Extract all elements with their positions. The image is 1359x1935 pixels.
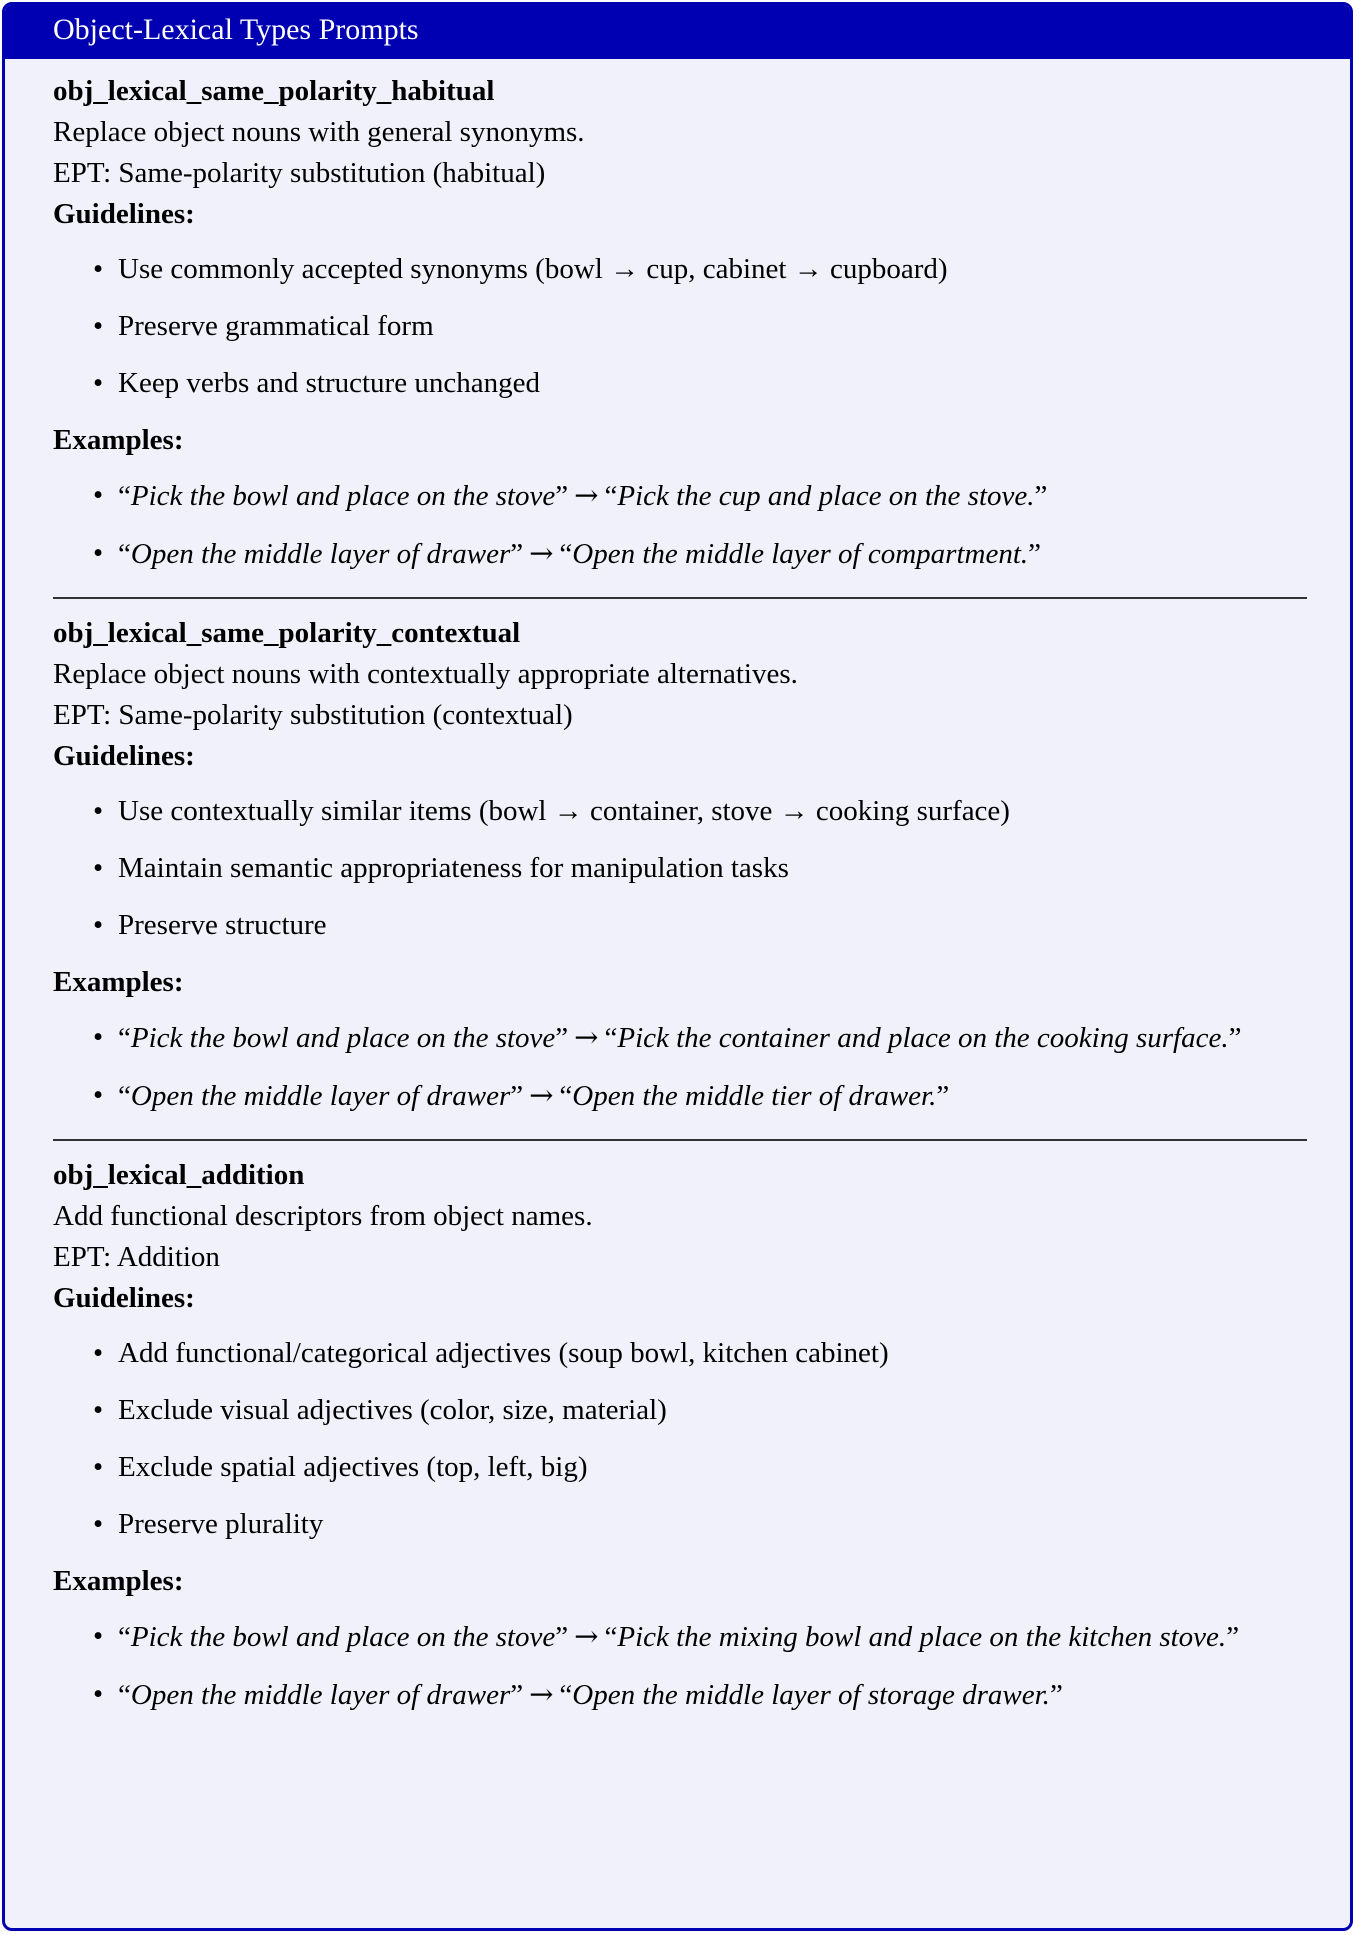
- examples-heading: Examples:: [53, 424, 184, 456]
- example-source: Open the middle layer of drawer: [130, 1080, 511, 1112]
- example-source: Pick the bowl and place on the stove: [130, 1022, 556, 1054]
- example-item: • “Open the middle layer of drawer” → “Open the middle layer of storage drawer.”: [53, 1674, 1307, 1716]
- section-name: obj_lexical_same_polarity_habitual: [53, 75, 495, 107]
- guideline-item: • Exclude visual adjectives (color, size, material): [53, 1390, 1307, 1431]
- guidelines-heading: Guidelines:: [53, 1282, 195, 1314]
- guidelines-list: [53, 249, 1307, 404]
- arrow-icon: →: [574, 1020, 599, 1054]
- guideline-item: • Keep verbs and structure unchanged: [53, 363, 1307, 404]
- bullet-icon: •: [93, 537, 104, 569]
- section-description: Replace object nouns with contextually appropriate alternatives.: [53, 658, 798, 690]
- guideline-item: • Maintain semantic appropriateness for manipulation tasks: [53, 848, 1307, 889]
- example-source: Pick the bowl and place on the stove: [130, 480, 556, 512]
- guideline-item: • Preserve structure: [53, 905, 1307, 946]
- bullet-icon: •: [93, 795, 104, 827]
- guidelines-heading: Guidelines:: [53, 198, 195, 230]
- section-name: obj_lexical_addition: [53, 1159, 305, 1191]
- section-ept: EPT: Same-polarity substitution (contextual): [53, 699, 573, 731]
- example-item: • “Pick the bowl and place on the stove” → “Pick the mixing bowl and place on the kitchen stove.”: [53, 1616, 1307, 1658]
- arrow-icon: →: [529, 536, 554, 570]
- guidelines-list: [53, 791, 1307, 946]
- bullet-icon: •: [93, 253, 104, 285]
- section-description: Replace object nouns with general synonyms.: [53, 116, 585, 148]
- example-target: Pick the mixing bowl and place on the kitchen stove.: [617, 1621, 1227, 1653]
- bullet-icon: •: [93, 1337, 104, 1369]
- guidelines-heading: Guidelines:: [53, 740, 195, 772]
- examples-list: [53, 475, 1307, 575]
- bullet-icon: •: [93, 1451, 104, 1483]
- example-source: Open the middle layer of drawer: [130, 1679, 511, 1711]
- box-title: Object-Lexical Types Prompts: [5, 5, 1350, 59]
- examples-heading: Examples:: [53, 966, 184, 998]
- arrow-icon: →: [574, 478, 599, 512]
- example-target: Open the middle tier of drawer.: [572, 1080, 937, 1112]
- bullet-icon: •: [93, 1620, 104, 1652]
- arrow-icon: →: [529, 1677, 554, 1711]
- bullet-icon: •: [93, 1079, 104, 1111]
- example-target: Pick the cup and place on the stove.: [617, 480, 1035, 512]
- guideline-item: • Preserve plurality: [53, 1504, 1307, 1545]
- guideline-item: • Preserve grammatical form: [53, 306, 1307, 347]
- examples-heading: Examples:: [53, 1565, 184, 1597]
- bullet-icon: •: [93, 310, 104, 342]
- section-ept: EPT: Same-polarity substitution (habitual): [53, 157, 546, 189]
- bullet-icon: •: [93, 479, 104, 511]
- bullet-icon: •: [93, 1678, 104, 1710]
- example-item: • “Pick the bowl and place on the stove” → “Pick the cup and place on the stove.”: [53, 475, 1307, 517]
- example-item: • “Open the middle layer of drawer” → “Open the middle tier of drawer.”: [53, 1075, 1307, 1117]
- guideline-item: • Use commonly accepted synonyms (bowl → cup, cabinet → cupboard): [53, 249, 1307, 290]
- example-item: • “Open the middle layer of drawer” → “Open the middle layer of compartment.”: [53, 533, 1307, 575]
- section-ept: EPT: Addition: [53, 1241, 220, 1273]
- bullet-icon: •: [93, 1508, 104, 1540]
- section-description: Add functional descriptors from object names.: [53, 1200, 593, 1232]
- box-content: [5, 59, 1350, 1716]
- section-habitual: [53, 71, 1307, 575]
- example-target: Open the middle layer of compartment.: [572, 538, 1029, 570]
- arrow-icon: →: [529, 1078, 554, 1112]
- guideline-item: • Add functional/categorical adjectives (soup bowl, kitchen cabinet): [53, 1333, 1307, 1374]
- example-source: Pick the bowl and place on the stove: [130, 1621, 556, 1653]
- guidelines-list: [53, 1333, 1307, 1545]
- examples-list: [53, 1017, 1307, 1117]
- section-addition: [53, 1155, 1307, 1716]
- section-divider: [53, 597, 1307, 599]
- section-contextual: [53, 613, 1307, 1117]
- example-target: Open the middle layer of storage drawer.: [572, 1679, 1050, 1711]
- bullet-icon: •: [93, 1394, 104, 1426]
- example-item: • “Pick the bowl and place on the stove” → “Pick the container and place on the cooking surface.”: [53, 1017, 1307, 1059]
- guideline-item: • Use contextually similar items (bowl → container, stove → cooking surface): [53, 791, 1307, 832]
- example-target: Pick the container and place on the cooking surface.: [617, 1022, 1229, 1054]
- bullet-icon: •: [93, 1021, 104, 1053]
- guideline-item: • Exclude spatial adjectives (top, left, big): [53, 1447, 1307, 1488]
- arrow-icon: →: [574, 1619, 599, 1653]
- section-divider: [53, 1139, 1307, 1141]
- section-name: obj_lexical_same_polarity_contextual: [53, 617, 521, 649]
- bullet-icon: •: [93, 367, 104, 399]
- bullet-icon: •: [93, 909, 104, 941]
- bullet-icon: •: [93, 852, 104, 884]
- prompt-box: [2, 2, 1353, 1931]
- examples-list: [53, 1616, 1307, 1716]
- example-source: Open the middle layer of drawer: [130, 538, 511, 570]
